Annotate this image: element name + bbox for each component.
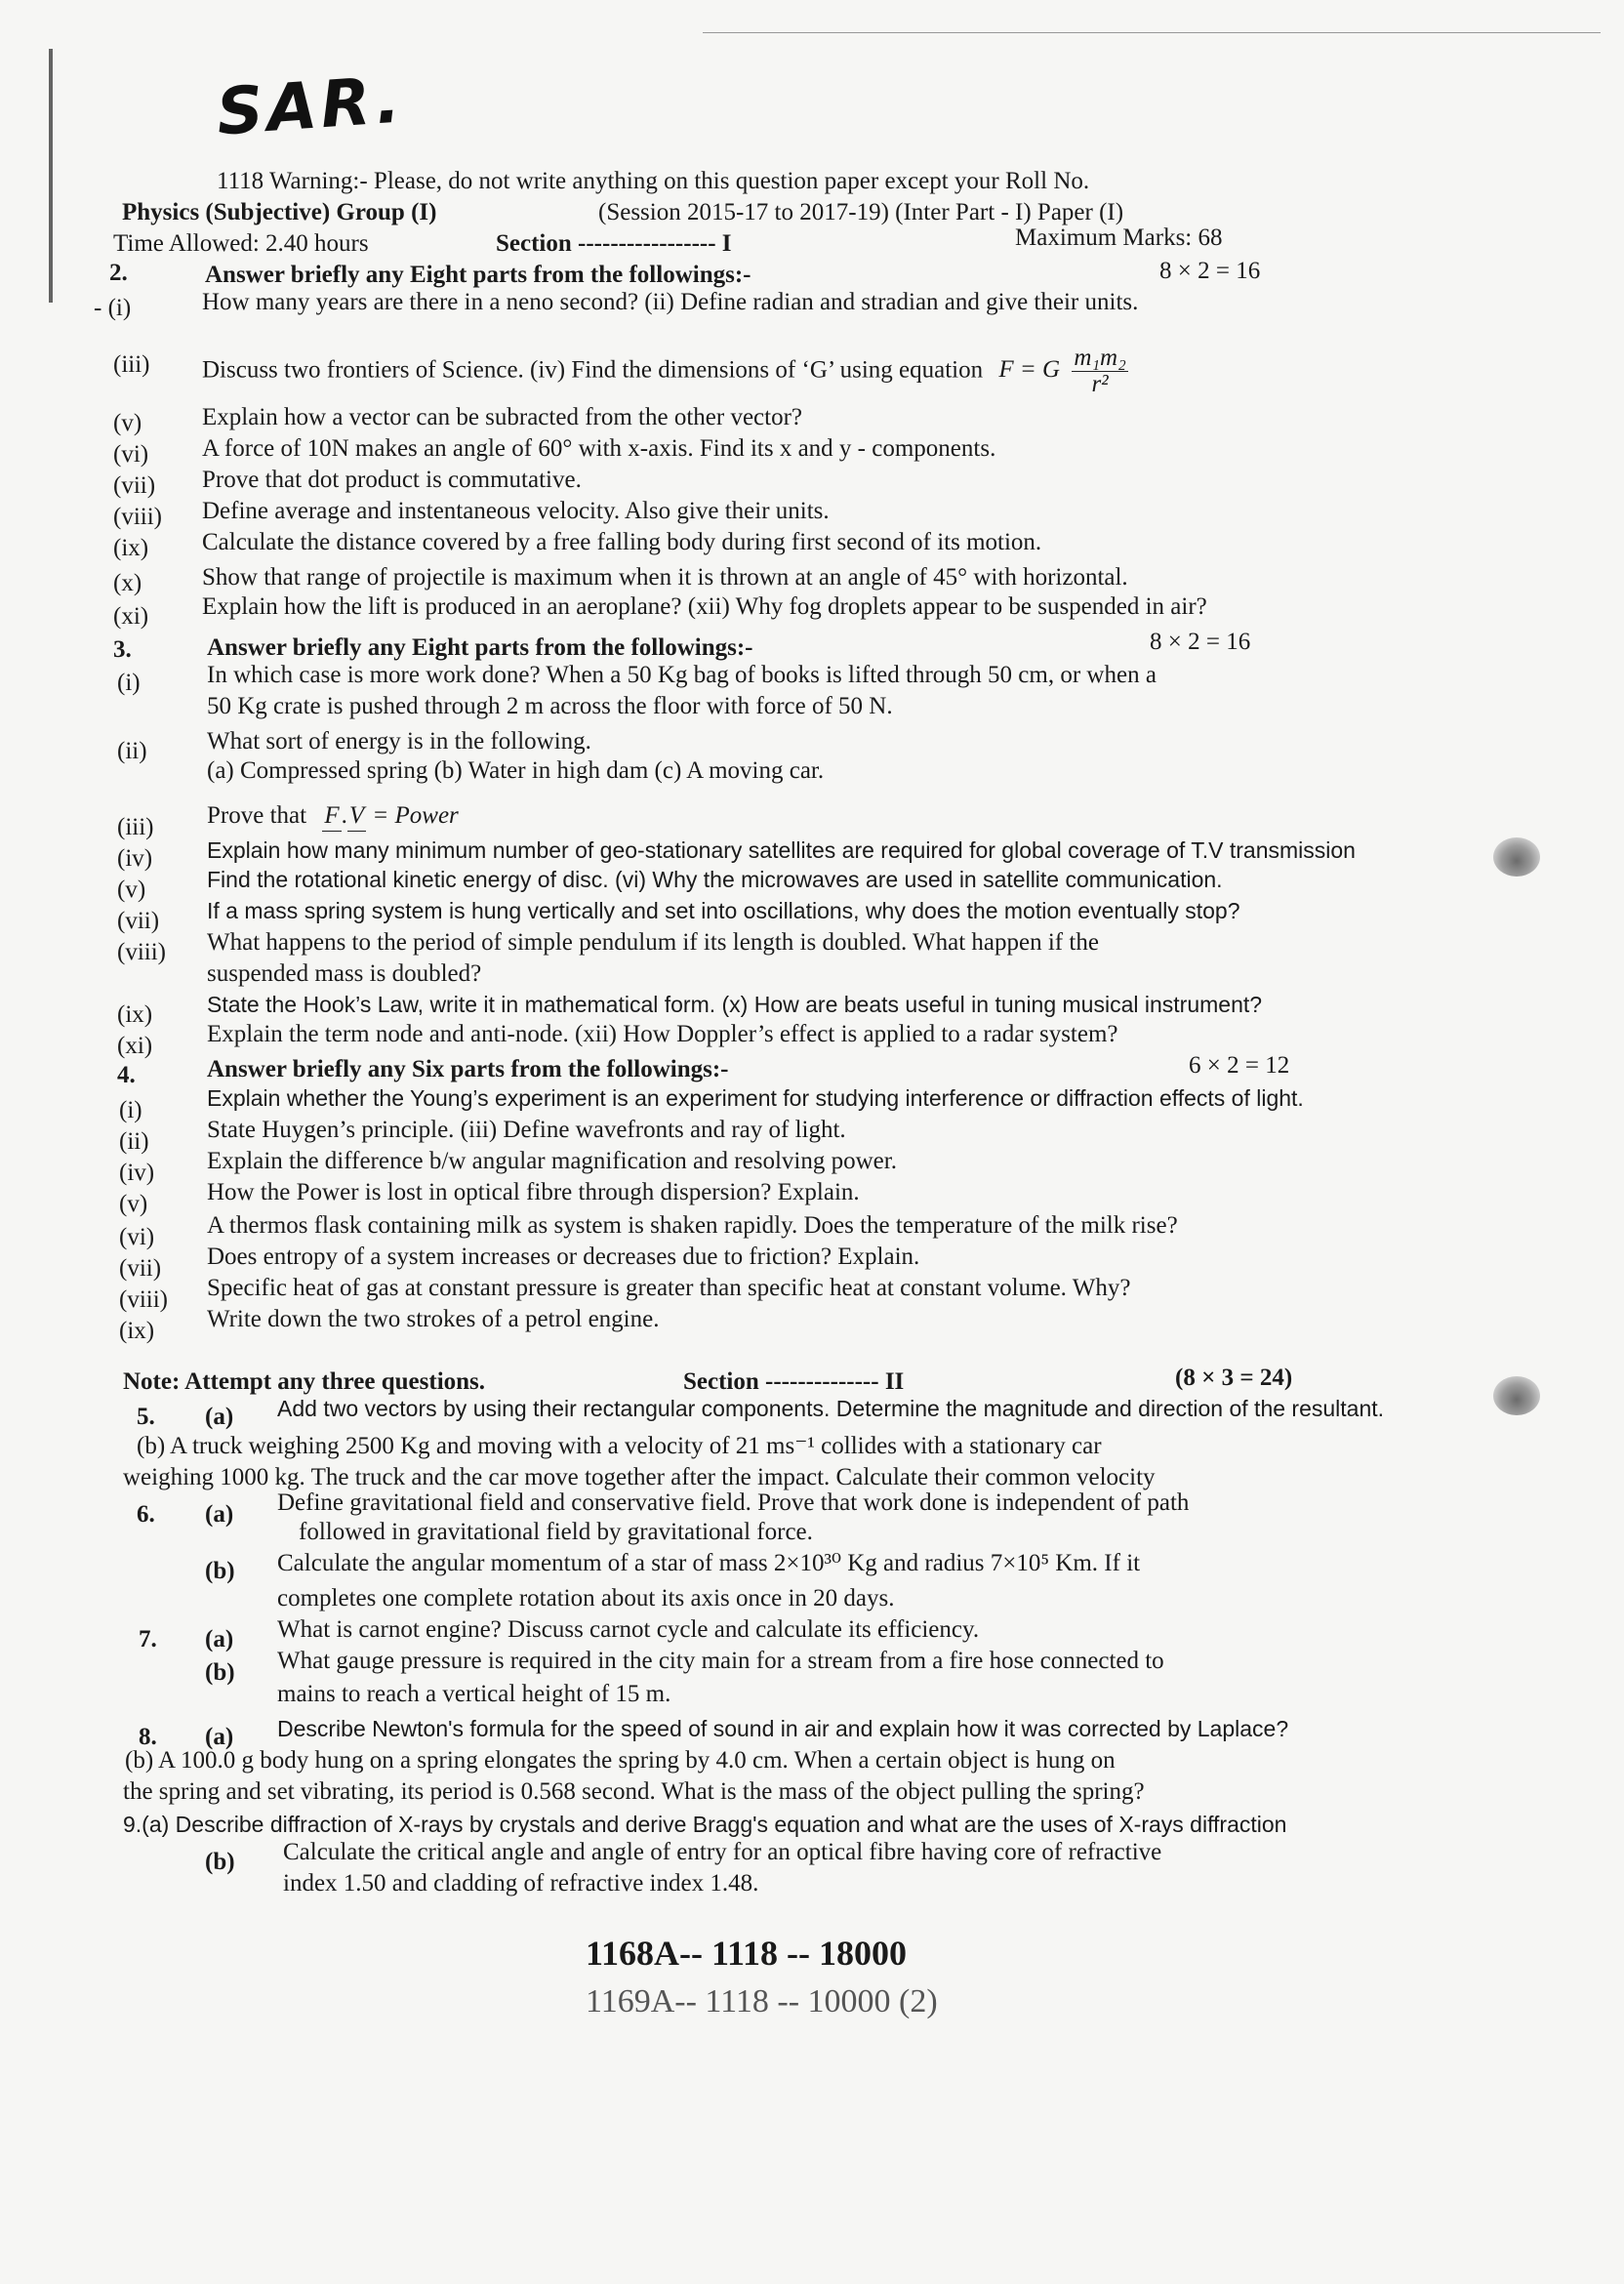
- q6b-text: completes one complete rotation about its axis once in 20 days.: [277, 1585, 895, 1611]
- q3-item-number: (iii): [117, 814, 154, 840]
- section-two-marks: (8 × 3 = 24): [1175, 1365, 1293, 1391]
- punch-hole-mark: [1493, 837, 1540, 877]
- q3-item-text: Explain how many minimum number of geo-stationary satellites are required for global coverage of T.V transmission: [207, 837, 1356, 863]
- q4-item-number: (vii): [119, 1255, 162, 1282]
- max-marks: Maximum Marks: 68: [1015, 224, 1223, 251]
- q2-instruction: Answer briefly any Eight parts from the followings:-: [205, 262, 751, 288]
- q2-number: 2.: [109, 260, 128, 286]
- q2-item-text: Define average and instentaneous velocity. Also give their units.: [202, 498, 830, 524]
- force-vector: F: [322, 802, 341, 832]
- q7b-text: mains to reach a vertical height of 15 m.: [277, 1681, 671, 1707]
- q2-item-number: (viii): [113, 504, 162, 530]
- q2-item-text: [202, 346, 1128, 398]
- q5a-text: Add two vectors by using their rectangular components. Determine the magnitude and direction of the resultant.: [277, 1396, 1385, 1421]
- paper-code-partial: 1169A-- 1118 -- 10000 (2): [586, 1983, 938, 2019]
- velocity-vector: V: [347, 802, 366, 832]
- q4-item-number: (v): [119, 1191, 148, 1217]
- warning-line: 1118 Warning:- Please, do not write anything on this question paper except your Roll No.: [217, 168, 1090, 194]
- q5b-text: weighing 1000 kg. The truck and the car move together after the impact. Calculate their common velocity: [123, 1464, 1156, 1490]
- q3-item-number: (ix): [117, 1001, 153, 1028]
- q2-item-text: Prove that dot product is commutative.: [202, 467, 582, 493]
- q4-item-number: (i): [119, 1097, 142, 1123]
- q3-item-text: [207, 802, 459, 832]
- q2-item-number: (iii): [113, 351, 150, 378]
- q2-item-number: (vi): [113, 441, 149, 468]
- q4-item-text: Does entropy of a system increases or decreases due to friction? Explain.: [207, 1244, 920, 1270]
- q3-item-text: suspended mass is doubled?: [207, 960, 482, 987]
- q6b-text: Calculate the angular momentum of a star of mass 2×10³⁰ Kg and radius 7×10⁵ Km. If it: [277, 1550, 1141, 1576]
- q4-item-number: (ii): [119, 1128, 149, 1155]
- q3-item-number: (vii): [117, 908, 160, 934]
- q2-item-text: Show that range of projectile is maximum when it is thrown at an angle of 45° with horizontal.: [202, 564, 1128, 591]
- q4-number: 4.: [117, 1062, 136, 1088]
- fraction-numerator: m₁m₂: [1074, 345, 1126, 371]
- q3-item-number: (i): [117, 670, 141, 696]
- q4-marks: 6 × 2 = 12: [1189, 1052, 1290, 1079]
- q4-item-number: (vi): [119, 1224, 155, 1250]
- q2-item-number: - (i): [94, 295, 132, 321]
- q3-item-text: What happens to the period of simple pendulum if its length is doubled. What happen if the: [207, 929, 1099, 956]
- dot-operator: .: [341, 802, 347, 829]
- q3-item-number: (iv): [117, 845, 153, 872]
- q3-item-number: (v): [117, 877, 146, 903]
- gravitation-fraction: [1072, 346, 1128, 398]
- gravitation-equation-lhs: F = G: [998, 356, 1061, 384]
- q7a-text: What is carnot engine? Discuss carnot cycle and calculate its efficiency.: [277, 1616, 980, 1643]
- q8b-text: (b) A 100.0 g body hung on a spring elongates the spring by 4.0 cm. When a certain object is hung on: [125, 1747, 1116, 1774]
- q2-marks: 8 × 2 = 16: [1159, 258, 1261, 284]
- part-label: (a): [205, 1501, 234, 1528]
- q4-item-text: State Huygen’s principle. (iii) Define wavefronts and ray of light.: [207, 1117, 846, 1143]
- q4-item-text: Write down the two strokes of a petrol engine.: [207, 1306, 660, 1332]
- q4-item-text: A thermos flask containing milk as system is shaken rapidly. Does the temperature of the milk rise?: [207, 1212, 1178, 1239]
- q6-number: 6.: [137, 1501, 155, 1528]
- q2-item-number: (vii): [113, 472, 156, 499]
- q3-number: 3.: [113, 636, 132, 663]
- q3-item-text: Explain the term node and anti-node. (xii) How Doppler’s effect is applied to a radar system?: [207, 1021, 1118, 1047]
- q3-item-text: What sort of energy is in the following.: [207, 728, 591, 755]
- q4-item-number: (iv): [119, 1160, 155, 1186]
- q2-item-text: Calculate the distance covered by a free falling body during first second of its motion.: [202, 529, 1042, 555]
- q8a-text: Describe Newton's formula for the speed of sound in air and explain how it was corrected by Laplace?: [277, 1716, 1289, 1741]
- q7-number: 7.: [139, 1626, 157, 1652]
- q4-item-number: (viii): [119, 1286, 168, 1313]
- q9b-text: index 1.50 and cladding of refractive index 1.48.: [283, 1870, 759, 1897]
- part-label: (a): [205, 1404, 234, 1430]
- q3-item-text: If a mass spring system is hung vertically and set into oscillations, why does the motion eventually stop?: [207, 898, 1240, 923]
- q2-item-text-body: Discuss two frontiers of Science. (iv) Find the dimensions of ‘G’ using equation: [202, 356, 984, 384]
- session-line: (Session 2015-17 to 2017-19) (Inter Part - I) Paper (I): [598, 199, 1124, 225]
- q5b-text: (b) A truck weighing 2500 Kg and moving with a velocity of 21 ms⁻¹ collides with a stationary car: [137, 1433, 1102, 1459]
- q3-item-number: (xi): [117, 1033, 153, 1059]
- q2-item-text: A force of 10N makes an angle of 60° with x-axis. Find its x and y - components.: [202, 435, 996, 462]
- q3-item-text-body: Prove that: [207, 802, 307, 829]
- q4-item-text: Explain the difference b/w angular magnification and resolving power.: [207, 1148, 897, 1174]
- part-label: (a): [205, 1626, 234, 1652]
- q3-instruction: Answer briefly any Eight parts from the followings:-: [207, 634, 753, 661]
- q2-item-text: Explain how a vector can be subracted from the other vector?: [202, 404, 803, 430]
- fraction-denominator: r²: [1091, 371, 1109, 398]
- part-label: (b): [205, 1849, 235, 1875]
- section-two-note: Note: Attempt any three questions.: [123, 1368, 486, 1395]
- q3-marks: 8 × 2 = 16: [1150, 629, 1251, 655]
- q4-item-text: Specific heat of gas at constant pressure is greater than specific heat at constant volume. Why?: [207, 1275, 1131, 1301]
- punch-hole-mark: [1493, 1376, 1540, 1415]
- q2-item-number: (v): [113, 410, 142, 436]
- q4-item-text: How the Power is lost in optical fibre through dispersion? Explain.: [207, 1179, 860, 1205]
- section-two-label: Section -------------- II: [683, 1368, 905, 1395]
- part-label: (a): [205, 1724, 234, 1750]
- q5-number: 5.: [137, 1404, 155, 1430]
- q3-item-number: (ii): [117, 738, 147, 764]
- paper-code: 1168A-- 1118 -- 18000: [586, 1934, 907, 1973]
- q4-instruction: Answer briefly any Six parts from the followings:-: [207, 1056, 729, 1082]
- q4-item-number: (ix): [119, 1318, 155, 1344]
- scan-left-edge: [49, 49, 53, 303]
- part-label: (b): [205, 1558, 235, 1584]
- q6a-text: Define gravitational field and conservative field. Prove that work done is independent of path: [277, 1489, 1190, 1516]
- q3-item-text: State the Hook’s Law, write it in mathematical form. (x) How are beats useful in tuning musical instrument?: [207, 992, 1263, 1017]
- scan-top-rule: [703, 32, 1601, 33]
- q9a-text: 9.(a) Describe diffraction of X-rays by crystals and derive Bragg's equation and what are the uses of X-rays diffraction: [123, 1812, 1287, 1837]
- q2-item-text: Explain how the lift is produced in an aeroplane? (xii) Why fog droplets appear to be suspended in air?: [202, 593, 1207, 620]
- q3-item-text: 50 Kg crate is pushed through 2 m across the floor with force of 50 N.: [207, 693, 893, 719]
- time-allowed: Time Allowed: 2.40 hours: [113, 230, 369, 257]
- q7b-text: What gauge pressure is required in the city main for a stream from a fire hose connected to: [277, 1648, 1164, 1674]
- power-equation-rhs: = Power: [372, 802, 459, 829]
- handwritten-stamp: SAR.: [214, 61, 407, 150]
- q2-item-number: (x): [113, 570, 142, 596]
- q2-item-number: (xi): [113, 603, 149, 630]
- q3-item-text: In which case is more work done? When a 50 Kg bag of books is lifted through 50 cm, or when a: [207, 662, 1157, 688]
- q8b-text: the spring and set vibrating, its period is 0.568 second. What is the mass of the object pulling the spring?: [123, 1778, 1145, 1805]
- section-one-label: Section ----------------- I: [496, 230, 732, 257]
- q4-item-text: Explain whether the Young’s experiment is an experiment for studying interference or diffraction effects of light.: [207, 1085, 1304, 1111]
- q3-item-text: (a) Compressed spring (b) Water in high dam (c) A moving car.: [207, 757, 825, 784]
- part-label: (b): [205, 1659, 235, 1686]
- q6a-text: followed in gravitational field by gravitational force.: [299, 1519, 813, 1545]
- q3-item-number: (viii): [117, 939, 166, 965]
- q2-item-number: (ix): [113, 535, 149, 561]
- q9b-text: Calculate the critical angle and angle of entry for an optical fibre having core of refractive: [283, 1839, 1162, 1865]
- q3-item-text: Find the rotational kinetic energy of disc. (vi) Why the microwaves are used in satellite communication.: [207, 867, 1223, 892]
- subject-line: Physics (Subjective) Group (I): [122, 199, 437, 225]
- q2-item-text: How many years are there in a neno second? (ii) Define radian and stradian and give their units.: [202, 289, 1139, 315]
- q8-number: 8.: [139, 1724, 157, 1750]
